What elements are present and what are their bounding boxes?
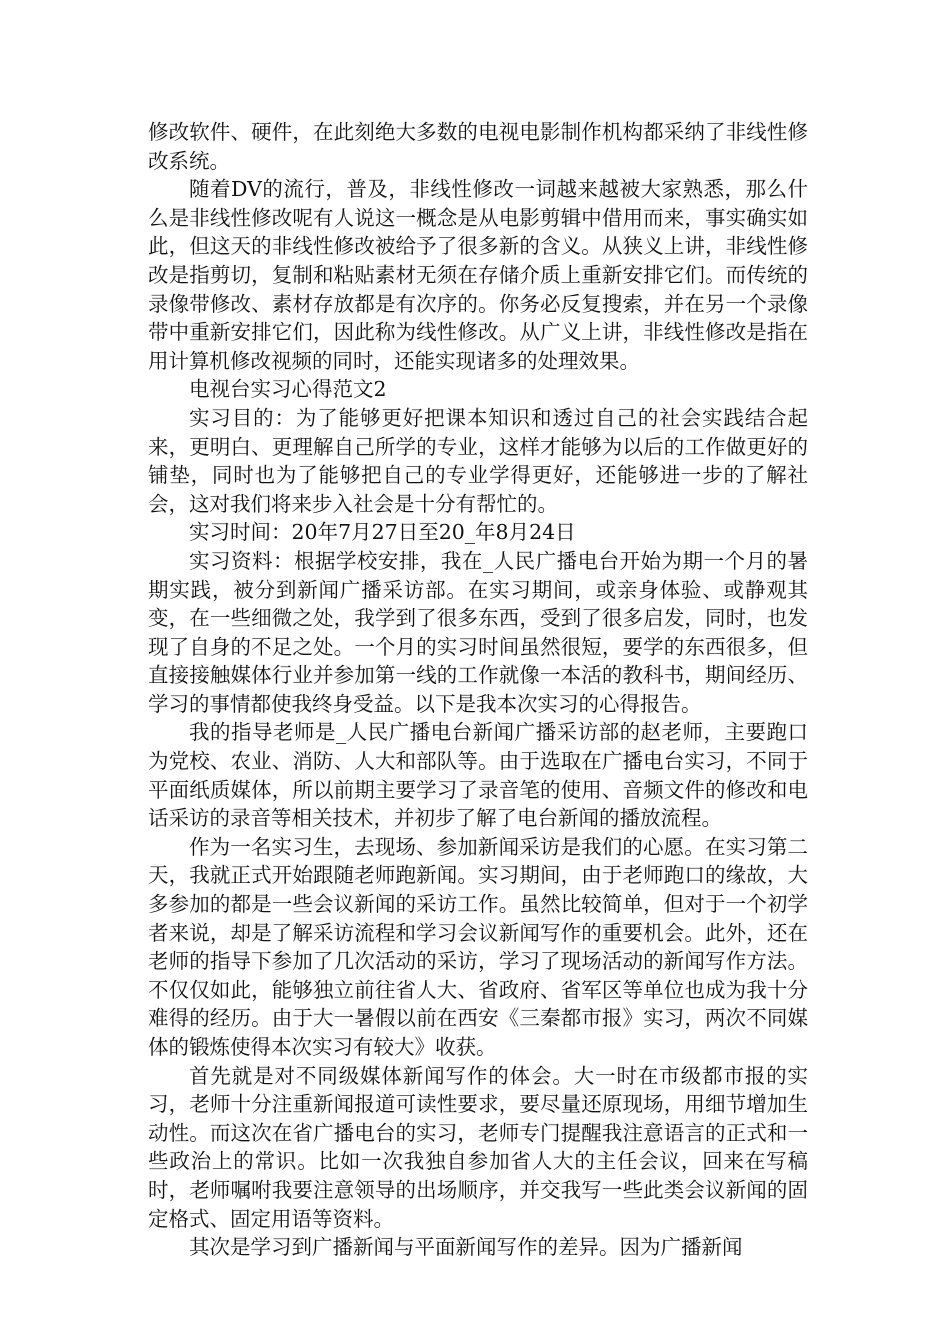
document-page — [148, 118, 808, 1262]
paragraph-broadcast-difference: 其次是学习到广播新闻与平面新闻写作的差异。因为广播新闻 — [189, 1235, 743, 1260]
paragraph-internship-purpose: 实习目的：为了能够更好把课本知识和透过自己的社会实践结合起来，更明白、更理解自己所学的专业，这样才能够为以后的工作做更好的铺垫，同时也为了能够把自己的专业学得更好，还能够进一步的了解社会，这对我们将来步入社会是十分有帮忙的。 — [148, 405, 808, 516]
paragraph-writing-experience: 首先就是对不同级媒体新闻写作的体会。大一时在市级都市报的实习，老师十分注重新闻报道可读性要求，要尽量还原现场，用细节增加生动性。而这次在省广播电台的实习，老师专门提醒我注意语言的正式和一些政治上的常识。比如一次我独自参加省人大的主任会议，回来在写稿时，老师嘱咐我要注意领导的出场顺序，并交我写一些此类会议新闻的固定格式、固定用语等资料。 — [148, 1063, 808, 1231]
paragraph-internship-time: 实习时间：20年7月27日至20_年8月24日 — [189, 520, 576, 545]
paragraph-nonlinear-editing: 随着DV的流行，普及，非线性修改一词越来越被大家熟悉，那么什么是非线性修改呢有人说这一概念是从电影剪辑中借用而来，事实确实如此，但这天的非线性修改被给予了很多新的含义。从狭义上讲，非线性修改是指剪切，复制和粘贴素材无须在存储介质上重新安排它们。而传统的录像带修改、素材存放都是有次序的。你务必反复搜索，并在另一个录像带中重新安排它们，因此称为线性修改。从广义上讲，非线性修改是指在用计算机修改视频的同时，还能实现诸多的处理效果。 — [148, 177, 808, 373]
paragraph-internship-content: 实习资料：根据学校安排，我在_人民广播电台开始为期一个月的暑期实践，被分到新闻广播采访部。在实习期间，或亲身体验、或静观其变，在一些细微之处，我学到了很多东西，受到了很多启发，同时，也发现了自身的不足之处。一个月的实习时间虽然很短，要学的东西很多，但直接接触媒体行业并参加第一线的工作就像一本活的教科书，期间经历、学习的事情都使我终身受益。以下是我本次实习的心得报告。 — [148, 548, 808, 716]
paragraph-field-reporting: 作为一名实习生，去现场、参加新闻采访是我们的心愿。在实习第二天，我就正式开始跟随老师跑新闻。实习期间，由于老师跑口的缘故，大多参加的都是一些会议新闻的采访工作。虽然比较简单，但对于一个初学者来说，却是了解采访流程和学习会议新闻写作的重要机会。此外，还在老师的指导下参加了几次活动的采访，学习了现场活动的新闻写作方法。不仅仅如此，能够独立前往省人大、省政府、省军区等单位也成为我十分难得的经历。由于大一暑假以前在西安《三秦都市报》实习，两次不同媒体的锻炼使得本次实习有较大》收获。 — [148, 834, 808, 1059]
paragraph-continuation: 修改软件、硬件，在此刻绝大多数的电视电影制作机构都采纳了非线性修改系统。 — [148, 120, 808, 173]
paragraph-mentor: 我的指导老师是_人民广播电台新闻广播采访部的赵老师，主要跑口为党校、农业、消防、人大和部队等。由于选取在广播电台实习，不同于平面纸质媒体，所以前期主要学习了录音笔的使用、音频文件的修改和电话采访的录音等相关技术，并初步了解了电台新闻的播放流程。 — [148, 720, 808, 831]
section-heading: 电视台实习心得范文2 — [189, 377, 387, 402]
